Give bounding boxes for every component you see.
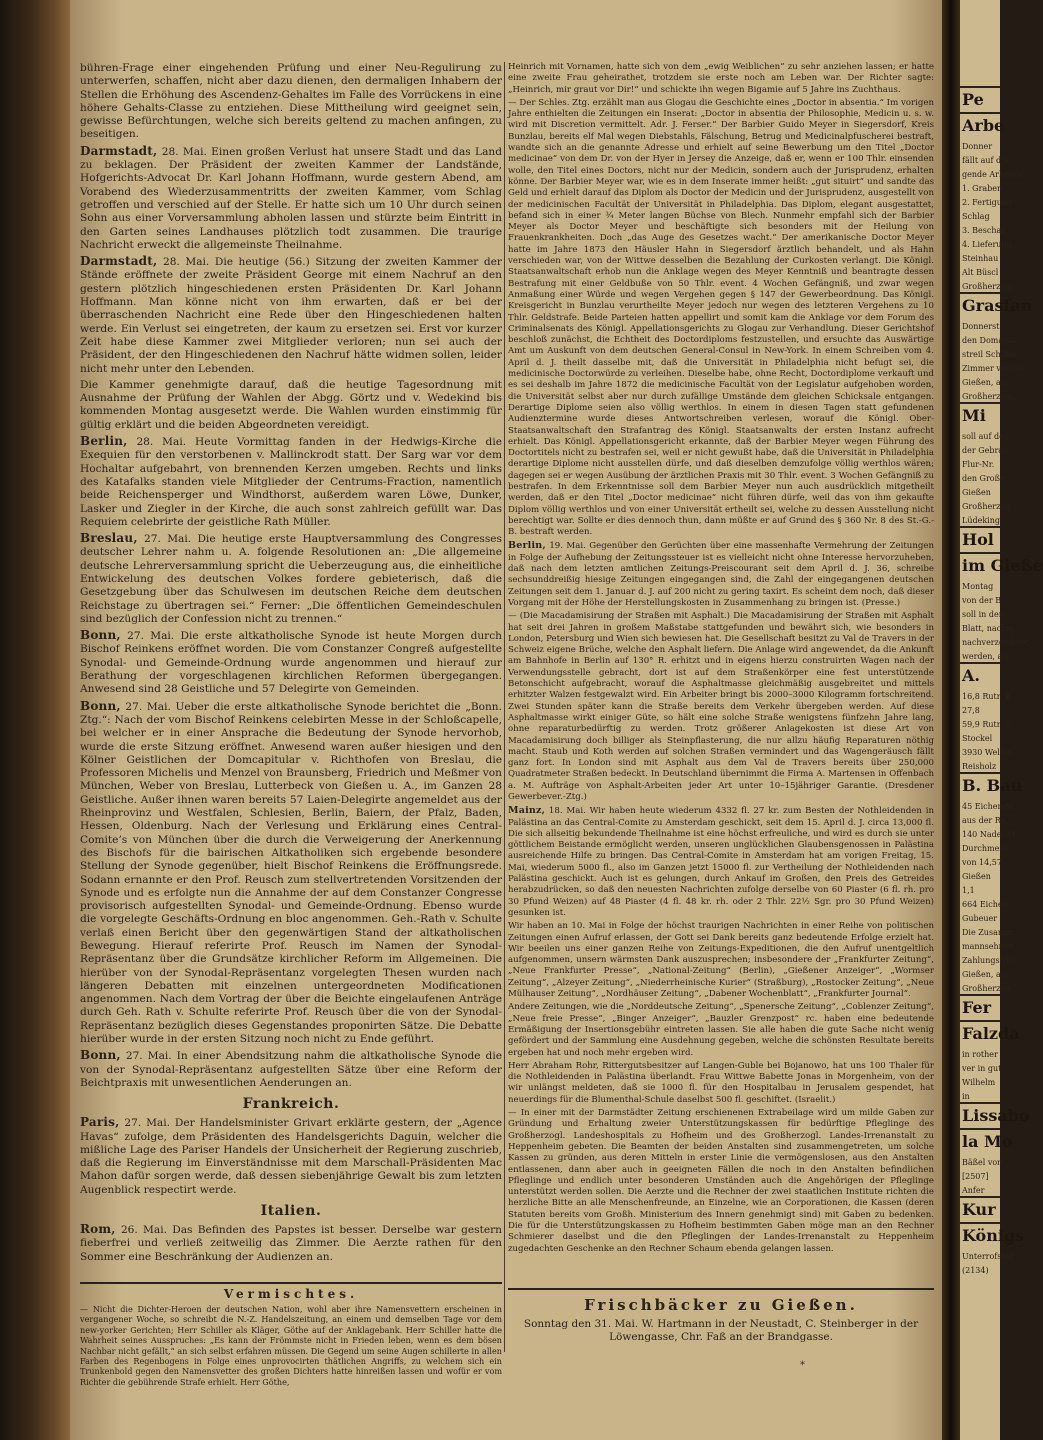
next-page-fragment: im Gieße (962, 556, 1043, 575)
next-page-fragment: B. Bau (962, 776, 1023, 795)
article-dateline: Bonn, (80, 628, 121, 643)
next-page-fragment: la Mo (962, 1132, 1013, 1151)
next-page-fragment: 1. Graben (962, 184, 1003, 193)
next-page-fragment: Alt Büscl (962, 268, 999, 277)
vermischtes-section (80, 1278, 502, 1387)
article-text: 19. Mai. Gegenüber den Gerüchten über eine massenhafte Vermehrung der Zeitungen in Folge der Aufhebung der Zeitungssteuer ist es vielleicht nicht ohne Interesse hervorzuheben, daß nach dem letzten amtlichen Zeitungs-Preiscourant seit dem April d. J. 36, schreibe sechsunddreißig hiesige Zeitungen eingegangen sind, die Zahl der eingegangenen deutschen Zeitungen seit dem 1. Januar d. J. auf 200 nicht zu gering taxirt. Es scheint dem noch, daß dieser Vorgang mit der Höhe der Herstellungskosten in Zusammenhang zu bringen ist. (Presse.) (508, 541, 934, 608)
article-paragraph (508, 62, 934, 96)
next-page-fragment: [2507] (962, 1172, 989, 1181)
next-page-fragment: den Domania (962, 336, 1016, 345)
next-page-fragment: Donnerst (962, 322, 1000, 331)
article-text: 18. Mai. Wir haben heute wiederum 4332 fl. 27 kr. zum Besten der Nothleidenden in Palästina an das Central-Comite zu Amsterdam geschickt, seit dem 15. April d. J. circa 13,000 fl. Die sich allseitig bekundende Theilnahme ist eine höchst erfreuliche, und wird es durch sie unter göttlichem Beistande ermöglicht werden, unseren unglücklichen Glaubensgenossen in Palästina ausreichende Hilfe zu bringen. Das Central-Comite in Amsterdam hat am vorigen Freitag, 15. Mai, wiederum 5000 fl., also im Ganzen jetzt 15000 fl. zur Vertheilung der Nothleidenden nach Palästina geschickt. Auch ist es gelungen, durch Ankauf im Großen, den Preis des Getreides herabzudrücken, so daß den neuesten Nachrichten zufolge derselbe von 60 Piaster (6 fl. rh. pro 30 Pfund Weizen) auf 48 Piaster (4 fl. 48 kr. rh. oder 2 Thlr. 22½ Sgr. pro 30 Pfund Weizen) gesunken ist. (508, 806, 934, 918)
next-page-fragment: Gießen (962, 488, 991, 497)
article-text: 28. Mai. Einen großen Verlust hat unsere Stadt und das Land zu beklagen. Der Präsident der zweiten Kammer der Landstände, Hofgerichts-Advocat Dr. Karl Johann Hoffmann, wurde gestern Abend, am Vorabend des Wiederzusammentritts der zweiten Kammer, vom Schlag getroffen und verschied auf der Stelle. Er hatte sich um 10 Uhr durch seinen Sohn aus einer Vorversammlung abholen lassen und stürzte beim Eintritt in den Garten seines Landhauses plötzlich todt zusammen. Die traurige Nachricht erweckt die allgemeinste Theilnahme. (80, 145, 503, 251)
next-page-fragment: Großherzogl. (962, 392, 1016, 401)
article-text: — In einer mit der Darmstädter Zeitung erschienenen Extrabeilage wird um milde Gaben zur Gründung und Erhaltung zweier Unterstützungskassen für bedürftige Pfleglinge des Großherzogl. Landeshospitals zu Hofheim und des Großherzogl. Landes-Irrenanstalt zu Heppenheim gebeten. Die Beamten der beiden Anstalten sind zusammengetreten, um solche Kassen zu gründen, aus deren Mitteln in erster Linie die vermögenslosen, aus den Anstalten entlassenen, dann aber auch in geeigneten Fällen die noch in den Anstalten befindlichen Pfleglinge und endlich unter besonderen Umständen auch die Angehörigen der Pfleglinge unterstützt werden sollen. Die Aerzte und die Rechner der zwei staatlichen Institute richten die herzliche Bitte an alle Menschenfreunde, an Einzelne, wie an Corporationen, die Kassen (deren Statuten bereits vom Großh. Ministerium des Innern genehmigt sind) mit Gaben zu bedenken. Die für die Unterstützungskassen zu Hofheim bestimmten Gaben möge man an den Rechner Schmierer daselbst und die den Pfleglingen der Landes-Irrenanstalt zu Heppenheim zugedachten Geschenke an den Rechner Schaum ebenda gelangen lassen. (508, 1108, 934, 1254)
next-page-fragment: gende Arbeiter: (962, 170, 1026, 179)
next-page-fragment: Königs (962, 1226, 1025, 1245)
next-page-fragment: mannsehnen (962, 942, 1014, 951)
book-gutter (942, 0, 960, 1440)
next-page-rule (960, 402, 1000, 404)
next-page-rule (960, 86, 1000, 88)
next-page-fragment: von der B (962, 596, 1002, 605)
next-page-rule (960, 772, 1000, 774)
next-page-fragment: Großherzogl (962, 282, 1013, 291)
article-dateline: Bonn, (80, 1048, 121, 1063)
article-text: 28. Mai. Heute Vormittag fanden in der Hedwigs-Kirche die Exequien für den verstorbenen v. Mallinckrodt statt. Der Sarg war vor dem Hochaltar aufgebahrt, von brennenden Kerzen umgeben. Rechts und links des Katafalks standen viele Mitglieder der Centrums-Fraction, namentlich beide Reichensperger und Windthorst, außerdem waren Löwe, Dunker, Lasker und Ziegler in der Kirche, die auch sonst zahlreich gefüllt war. Das Requiem celebrirte der geistliche Rath Müller. (80, 436, 502, 528)
article-paragraph (508, 540, 934, 609)
section-heading-italy: Italien. (260, 1203, 322, 1220)
next-page-fragment: in rother (962, 1050, 998, 1059)
next-page-fragment: Unterrofslen (962, 1252, 1014, 1261)
next-page-rule (960, 1196, 1000, 1198)
article-paragraph (80, 62, 502, 142)
next-page-fragment: Reisholz (962, 762, 997, 771)
next-page-fragment: Hol (962, 530, 994, 549)
next-page-rule (960, 1128, 1000, 1130)
article-paragraph (508, 98, 934, 539)
vermischtes-title: Vermischtes. (223, 1287, 359, 1301)
article-paragraph (80, 532, 502, 626)
next-page-fragment: Bäßel von (962, 1158, 1003, 1167)
article-paragraph (508, 805, 934, 919)
article-paragraph (80, 145, 502, 252)
article-paragraph (80, 700, 502, 1047)
article-text: Herr Abraham Rohr, Rittergutsbesitzer auf Langen-Guble bei Bojanowo, hat uns 100 Thaler für die Nothleidenden in Palästina überlandt. Frau Wittwe Babette Jonas in Morgenheim, von der wir unlängst meldeten, daß sie 1000 fl. für den Hospitalbau in Jerusalem gespendet, hat neuerdings für die Blumenthal-Schule daselbst 500 fl. geschiftet. (Israelit.) (508, 1060, 934, 1105)
next-page-fragment: Gießen, am (962, 378, 1009, 387)
section-rule (80, 1282, 502, 1284)
next-page-rule (960, 662, 1000, 664)
article-paragraph (508, 1061, 934, 1106)
next-page-fragment: Großherzog (962, 502, 1011, 511)
next-page-fragment: 140 Nadel-St (962, 830, 1016, 839)
next-page-fragment: Die Zusamm (962, 928, 1014, 937)
book-spine-shadow (0, 0, 70, 1440)
next-page-rule (960, 1020, 1000, 1022)
article-text: 27. Mai. Ueber die erste altkatholische Synode berichtet die „Bonn. Ztg.“: Nach der vom Bischof Reinkens celebirten Messe in der Schloßcapelle, bei welcher er in einer Ansprache die Bedeutung der Synode hervorhob, wurde die erste Sitzung eröffnet. Anwesend waren außer hiesigen und den Kölner Geistlichen der Domcapitular v. Richthofen von Breslau, die Professoren Michelis und Menzel von Braunsberg, Friedrich und Meßmer von München, Weber von Breslau, Lutterbeck von Gießen u. A., im Ganzen 28 Geistliche. Außer ihnen waren bereits 57 Laien-Delegirte angemeldet aus der Rheinprovinz und Westfalen, Schlesien, Berlin, Baiern, der Pfalz, Baden, Hessen, Oldenburg. Nach der Verlesung und Erklärung eines Central-Comite’s von München über die durch die Verweigerung der Anerkennung des Bischofs für die bairischen Altkatholiken sich ergebende besondere Stellung der Synode gegenüber, hielt Bischof Reinkens die Eröffnungsrede. Sodann ernannte er den Prof. Reusch zum stellvertretenden Vorsitzenden der Synode und es erfolgte nun die Annahme der auf dem Constanzer Congresse provisorisch aufgestellten Synodal- und Gemeinde-Ordnung. Ebenso wurde die vorgelegte Geschäfts-Ordnung en bloc angenommen. Geh.-Rath v. Schulte verlaß einen Bericht über den gegenwärtigen Stand der altkatholischen Bewegung. Hierauf referirte Prof. Reusch im Namen der Synodal-Repräsentanz über die Grundsätze kirchlicher Reform im Allgemeinen. Die hierüber von der Synodal-Repräsentanz vorgelegten Thesen wurden nach längeren Debatten mit einzelnen untergeordneten Modificationen angenommen. Nach dem Vortrag der über die Beichte eingelaufenen Anträge durch Geh. Rath v. Schulte referirte Prof. Reusch über die von der Synodal-Repräsentanz bezüglich dieses Gegenstandes proponirten Sätze. Die Debatte hierüber wurde in der ersten Sitzung noch nicht zu Ende geführt. (80, 700, 502, 1046)
next-page-fragment: aus der Re (962, 816, 1006, 825)
next-page-fragment: Blatt, nachm (962, 624, 1014, 633)
article-paragraph (80, 379, 502, 432)
left-column (80, 62, 502, 1274)
article-paragraph (80, 435, 502, 529)
next-page-fragment: 2. Fertigung (962, 198, 1013, 207)
article-paragraph (508, 1108, 934, 1255)
article-text: 27. Mai. Die erste altkatholische Synode ist heute Morgen durch Bischof Reinkens eröffnet worden. Die vom Constanzer Congreß aufgestellte Synodal- und Gemeinde-Ordnung wurde angenommen und hierauf zur Berathung der vorgeschlagenen kirchlichen Reformen übergegangen. Anwesend sind 28 Geistliche und 57 Delegirte von Gemeinden. (80, 630, 502, 696)
article-paragraph (508, 611, 934, 803)
article-text: 27. Mai. Der Handelsminister Grivart erklärte gestern, der „Agence Havas“ zufolge, dem Präsidenten des Handelsgerichts Daguin, welcher die mißliche Lage des Pariser Handels der Unsicherheit der Regierung zuschrieb, daß die Regierung im Einverständnisse mit dem Marschall-Präsidenten Mac Mahon dafür sorgen werde, daß dessen siebenjährige Gewalt bis zum letzten Augenblick respectirt werde. (80, 1117, 503, 1196)
article-dateline: Darmstadt, (80, 143, 158, 158)
next-page-fragment: 3930 Wellen (962, 748, 1013, 757)
next-page-fragment: von 14,57 (962, 858, 1002, 867)
article-paragraph (508, 921, 934, 1000)
next-page-fragment: Wilhelm (962, 1078, 996, 1087)
advertisement-title: Frischbäcker zu Gießen. (584, 1296, 858, 1314)
next-page-fragment: Mi (962, 406, 986, 425)
next-page-fragment: der Gebrau (962, 446, 1009, 455)
next-page-fragment: 3. Beschaf (962, 226, 1005, 235)
next-page-fragment: Grasfan (962, 296, 1033, 315)
vermischtes-text: — Nicht die Dichter-Heroen der deutschen Nation, wohl aber ihre Namensvettern erscheinen in vergangener Woche, so schreibt die N.-Z. Handelszeitung, an einem und demselben Tage vor dem new-yorker Gerichten; Herr Schiller als Kläger, Göthe auf der Anklagebank. Herr Schiller hatte die Wahrheit seines Ausspruches: „Es kann der Frömmste nicht in Frieden leben, wenn es dem bösen Nachbar nicht gefällt,“ an sich selbst erfahren müssen. Die Gegend um seine Augen schillerte in allen Farben des Regenbogens in Folge eines unprovocirten thätlichen Angriffs, zu welchem sich ein Trunkenbold gegen den Namensvetter des großen Dichters hatte hinreißen lassen und wofür er vom Richter die gebührende Strafe erhielt. Herr Göthe, (80, 1304, 502, 1387)
article-text: — Der Schles. Ztg. erzählt man aus Glogau die Geschichte eines „Doctor in absentia.“ Im vorigen Jahre enthielten die Zeitungen ein Inserat: „Doctor in absentia der Philosophie, Medicin u. s. w. wird mit Discretion vermittelt. Adr. J. Ferser.“ Der Barbier Guido Meyer in Siegersdorf, Kreis Bunzlau, bereits elf Mal wegen Diebstahls, Fälschung, Betrug und Medicinalpfuscherei bestraft, wandte sich an die genannte Adresse und erhielt auf seine Bewerbung um den Titel „Doctor medicinae“ von dem Dr. von der Hyer in Jersey die Anzeige, daß er, wenn er 100 Thlr. einsenden wolle, den Titel eines Doctors, nicht nur der Medicin, sondern auch der Jurisprudenz, erhalten könne. Der Barbier Meyer war, wie es in dem Inserate immer heißt: „gut situirt“ und sandte das Geld und erhielt darauf das Diplom als Doctor der Medicin und der Jurisprudenz, ausgestellt von der medicinischen Facultät der Universität in Philadelphia. Das Diplom, elegant ausgestattet, befand sich in einer ¾ Meter langen Büchse von Blech. Nunmehr empfahl sich der Barbier Meyer als Doctor Meyer und beschäftigte sich besonders mit der Heilung von Frauenkrankheiten. Doch „das Auge des Gesetzes wacht.“ Der amerikanische Doctor Meyer hatte im Jahre 1873 den Häusler Hahn in Siegersdorf ärztlich behandelt, und als Hahn verschieden war, von der Wittwe desselben die Bezahlung der Curkosten verlangt. Die Königl. Staatsanwaltschaft erhob nun die Anklage wegen des Meyer Kenntniß und beantragte dessen Bestrafung mit einer Geldbuße von 50 Thlr. event. 4 Wochen Gefängniß, und zwar wegen Anmaßung einer Würde und wegen Vergehen gegen § 147 der Gewerbeordnung. Das Königl. Kreisgericht in Bunzlau verurtheilte Meyer jedoch nur wegen des letzteren Vergehens zu 10 Thlr. Geldstrafe. Beide Parteien hatten appellirt und somit kam die Anklage vor dem Forum des Criminalsenats des Königl. Appellationsgerichts zu Glogau zur Verhandlung. Dieser Gerichtshof beschloß zunächst, die Echtheit des Doctordiploms festzustellen, und ersuchte das Auswärtige Amt um Auskunft von dem deutschen General-Consul in New-York. In einem Schreiben vom 4. April d. J. theilt dasselbe mit, daß die Universität in Philadelphia nicht befugt sei, die medicinische Doctorwürde zu verleihen. Dieselbe habe, ohne Recht, Doctordiplome verkauft und es sei deshalb im Jahre 1872 die medicinische Facultät von der Legislatur aufgehoben worden, die Universität selbst aber nur durch zufällige Umstände dem gleichen Schicksale entgangen. Derartige Diplome seien also völlig werthlos. In einem in diesen Tagen statt gefundenen Audienztermine wurde dieses Antwortschreiben verlesen, worauf die Königl. Ober-Staatsanwaltschaft den Strafantrag des Königl. Staatsanwalts der ersten Instanz aufrecht erhielt. Das Königl. Appellationsgericht erkannte, daß der Barbier Meyer wegen Führung des Doctortitels nicht zu bestrafen sei, weil er nicht gewußt habe, daß die Universität in Philadelphia derartige Diplome nicht ausstellen dürfe, und daß dieselben demzufolge völlig werthlos wären; dagegen sei er wegen Ausübung der ärztlichen Praxis mit 30 Thlr. event. 3 Wochen Gefängniß zu bestrafen. In dem Erkenntnisse soll dem Barbier Meyer nun auch ausdrücklich mitgetheilt werden, daß er den Titel „Doctor medicinae“ nicht führen dürfe, weil das von ihm gekaufte Diplom völlig werthlos und von einer Universität ertheilt sei, welche zu dessen Ausstellung nicht berechtigt war. Sollte er dies dennoch thun, dann müßte er auf Grund des § 360 Nr. 8 des St.-G.-B. bestraft werden. (508, 97, 934, 538)
next-page-fragment: Fer (962, 998, 992, 1017)
article-dateline: Paris, (80, 1115, 120, 1130)
article-paragraph (508, 1002, 934, 1058)
next-page-fragment: 1,1 (962, 886, 975, 895)
right-column (508, 62, 934, 1282)
next-page-fragment: Montag (962, 582, 994, 591)
next-page-fragment: 45 Eichen-St (962, 802, 1015, 811)
next-page-fragment: 59,9 Rutr. S (962, 720, 1011, 729)
article-dateline: Mainz, (508, 805, 546, 817)
baker-advertisement (508, 1288, 934, 1356)
next-page-fragment: Gubeuer (962, 914, 998, 923)
next-page-fragment: Lüdeking (962, 516, 1000, 525)
article-dateline: Bonn, (80, 698, 121, 713)
next-page-fragment: in (962, 1092, 970, 1101)
next-page-fragment: 664 Eichen (962, 900, 1008, 909)
article-text: — (Die Macadamisirung der Straßen mit Asphalt.) Die Macadamisirung der Straßen mit Asphalt hat seit drei Jahren in großem Maßstabe stattgefunden und bewährt sich, wie besonders in London, Petersburg und Wien sich bewiesen hat. Die Gesellschaft besitzt zu Val de Travers in der Schweiz eigene Brüche, welche den Asphalt liefern. Die Anlage wird angewendet, da die Ankunft am Bahnhofe in Berlin auf 130° R. erhitzt und in eigens hierzu construirten Wagen nach der Verwendungsstelle gebracht, dort ist auf dem Straßenkörper eine fest unterstützende Betonschicht aufgebracht, worauf die Asphaltmasse gleichmäßig ausgebreitet und mittels erhitzter Walzen festgewalzt wird. Ein Arbeiter bringt bis 2000–3000 Kilogramm fortschreitend. Zwei Stunden später kann die Straße bereits dem Verkehr übergeben werden. Auf diese Asphaltmasse wirkt einiger Güte, so hält eine solche Straße wenigstens fünfzehn Jahre lang, ohne reparaturbedürftig zu werden. Trotz größerer Anlagekosten ist diese Art von Macadamisirung doch billiger als Steinpflasterung, die nur allzu häufig Reparaturen nöthig macht. Staub und Koth werden auf solchen Straßen vermindert und das Wagengeräusch fällt ganz fort. In London sind mit Asphalt aus dem Val de Travers bereits über 250,000 Quadratmeter Straßen bedeckt. In Deutschland übernimmt die Firma A. Martensen in Offenbach a. M. Aufträge von Asphalt-Arbeiten jeder Art unter 10–15jähriger Garantie. (Dresdener Gewerbever.-Ztg.) (508, 611, 934, 802)
article-paragraph (80, 1116, 502, 1197)
next-page-fragment: Gießen (962, 872, 991, 881)
next-page-fragment: Kur (962, 1200, 996, 1219)
page-footer-mark: * (800, 1360, 805, 1371)
article-text: Wir haben an 10. Mai in Folge der höchst traurigen Nachrichten in einer Reihe von politischen Zeitungen einen Aufruf erlassen, der Gott sei Dank bereits ganz bedeutende Erfolge erzielt hat. Wir beeilen uns einer ganzen Reihe von Zeitungs-Expeditionen, die den Aufruf unentgeltlich aufgenommen, unsern wärmsten Dank auszusprechen; insbesondere der „Frankfurter Zeitung“, „Neue Frankfurter Presse“, „National-Zeitung“ (Berlin), „Gießener Anzeiger“, „Wormser Zeitung“, „Alzeyer Zeitung“, „Niederrheinische Kurier“ (Straßburg), „Rostocker Zeitung“, „Neue Mülhauser Zeitung“, „Nordhäuser Zeitung“, „Dabener Wochenblatt“, „Frankfurter Journal“. (508, 921, 934, 1000)
next-page-fragment: Durchmess (962, 844, 1008, 853)
article-text: bühren-Frage einer eingehenden Prüfung und einer Neu-Regulirung zu unterwerfen, schaffen, nicht aber dazu dienen, den dermaligen Inhabern der Stellen die Erhöhung des Ascendenz-Gehaltes im Falle des Vorrückens in eine höhere Gehalts-Classe zu entziehen. Diese Mittheilung wird geeignet sein, gewisse Befürchtungen, welche sich bereits geltend zu machen anfingen, zu beseitigen. (80, 62, 502, 141)
next-page-fragment: Großherzog (962, 984, 1011, 993)
article-text: 27. Mai. Die heutige erste Hauptversammlung des Congresses deutscher Lehrer nahm u. A. folgende Resolutionen an: „Die allgemeine deutsche Lehrerversammlung spricht die Ueberzeugung aus, die einheitliche Entwickelung des deutschen Volkes fordere gebieterisch, daß die Gesetzgebung über das Schulwesen im deutschen Reiche dem deutschen Reichstage zu übertragen sei.“ Ferner: „Die öffentlichen Gemeindeschulen sind bezüglich der Confession nicht zu trennen.“ (80, 533, 502, 625)
article-dateline: Berlin, (508, 540, 546, 552)
next-page-fragment: Arbe (962, 116, 1005, 135)
article-text: 27. Mai. In einer Abendsitzung nahm die altkatholische Synode die von der Synodal-Repräsentanz aufgestellten Sätze über eine Reform der Beichtpraxis mit unwesentlichen Aenderungen an. (80, 1050, 502, 1089)
next-page-rule (960, 526, 1000, 528)
next-page-rule (960, 1102, 1000, 1104)
next-page-fragment: nachverzeichnet (962, 638, 1029, 647)
next-page-rule (960, 292, 1000, 294)
article-text: Die Kammer genehmigte darauf, daß die heutige Tagesordnung mit Ausnahme der Prüfung der Wahlen der Abgg. Görtz und v. Wedekind bis kommenden Montag ausgesetzt werde. Die Wahlen wurden einstimmig für gültig erklärt und die beiden Abgeordneten vereidigt. (80, 378, 502, 431)
article-text: 28. Mai. Die heutige (56.) Sitzung der zweiten Kammer der Stände eröffnete der zweite Präsident George mit einem Nachruf an den gestern plötzlich hingeschiedenen ersten Präsidenten Dr. Karl Johann Hoffmann. Man könne nicht von ihm erwarten, daß er bei der überraschenden Nachricht eine Rede über den Hingeschiedenen halten werde. Ein Verlust sei eingetreten, der kaum zu ersetzen sei. Erst vor kurzer Zeit habe diese Kammer zwei Mitglieder verloren; nun sei auch der Präsident, der den Hingeschiedenen den Nachruf hätte widmen sollen, leider nicht mehr unter den Lebenden. (80, 256, 502, 375)
next-page-fragment: Stockel (962, 734, 993, 743)
next-page-fragment: Steinhau (962, 254, 999, 263)
next-page-rule (960, 1222, 1000, 1224)
next-page-fragment: Schlag (962, 212, 990, 221)
article-dateline: Berlin, (80, 434, 128, 449)
next-page-fragment: Lissabo (962, 1106, 1030, 1125)
article-paragraph (80, 1223, 502, 1264)
article-text: Heinrich mit Vornamen, hatte sich von dem „ewig Weiblichen“ zu sehr anziehen lassen; er hatte eine zweite Frau geheirathet, trotzdem sie erste noch am Leben war. Der Richter sagte: „Heinrich, mir graut vor Dir!“ und schickte ihn wegen Bigamie auf 5 Jahre ins Zuchthaus. (508, 62, 934, 95)
next-page-fragment: Zimmer verstei (962, 364, 1025, 373)
next-page-rule (960, 994, 1000, 996)
next-page-edge (960, 0, 1043, 1440)
next-page-fragment: 27,8 (962, 706, 980, 715)
next-page-fragment: (2134) (962, 1266, 989, 1275)
next-page-fragment: A. (962, 666, 980, 685)
article-dateline: Darmstadt, (80, 254, 158, 269)
next-page-fragment: Flur-Nr. (962, 460, 995, 469)
next-page-fragment: Zahlungsfrist (962, 956, 1017, 965)
next-page-fragment: ver in gut (962, 1064, 1002, 1073)
advertisement-text: Sonntag den 31. Mai. W. Hartmann in der Neustadt, C. Steinberger in der Löwengasse, Chr. Faß an der Brandgasse. (523, 1318, 919, 1343)
next-page-fragment: 16,8 Rutr. B (962, 692, 1011, 701)
next-page-fragment: 4. Lieferung (962, 240, 1012, 249)
article-text: 26. Mai. Das Befinden des Papstes ist besser. Derselbe war gestern fieberfrei und verließ zeitweilig das Zimmer. Die Aerzte rathen für den Sommer eine Beschränkung der Audienzen an. (80, 1224, 502, 1263)
next-page-fragment: den Große (962, 474, 1005, 483)
article-paragraph (80, 629, 502, 696)
next-page-fragment: streil Schäfer (962, 350, 1017, 359)
next-page-fragment: Falzda (962, 1024, 1020, 1043)
next-page-rule (960, 112, 1000, 114)
article-dateline: Breslau, (80, 531, 138, 546)
article-dateline: Rom, (80, 1222, 116, 1237)
article-text: Andere Zeitungen, wie die „Norddeutsche Zeitung“, „Spenersche Zeitung“, „Coblenzer Zeitung“, „Neue freie Presse“, „Binger Anzeiger“, „Bauzler Grenzpost“ rc. haben eine bedeutende Ermäßigung der Insertionsgebühr eintreten lassen. Sie alle haben die gute Sache nicht wenig gefördert und der Sammlung eine Ausdehnung gegeben, welche die schönsten Resultate bereits ergeben hat und noch mehr ergeben wird. (508, 1002, 934, 1058)
next-page-rule (960, 552, 1000, 554)
column-divider (504, 62, 505, 1352)
article-paragraph (80, 1049, 502, 1090)
next-page-fragment: Anfer (962, 1186, 985, 1195)
section-heading-france: Frankreich. (242, 1096, 340, 1113)
next-page-fragment: soll auf des (962, 432, 1008, 441)
next-page-fragment: fällt auf die (962, 156, 1009, 165)
next-page-fragment: Pe (962, 90, 984, 109)
next-page-fragment: soll in den (962, 610, 1004, 619)
next-page-fragment: Donner (962, 142, 993, 151)
next-page-fragment: werden, als (962, 652, 1009, 661)
next-page-fragment: Gießen, am (962, 970, 1009, 979)
article-paragraph (80, 255, 502, 376)
